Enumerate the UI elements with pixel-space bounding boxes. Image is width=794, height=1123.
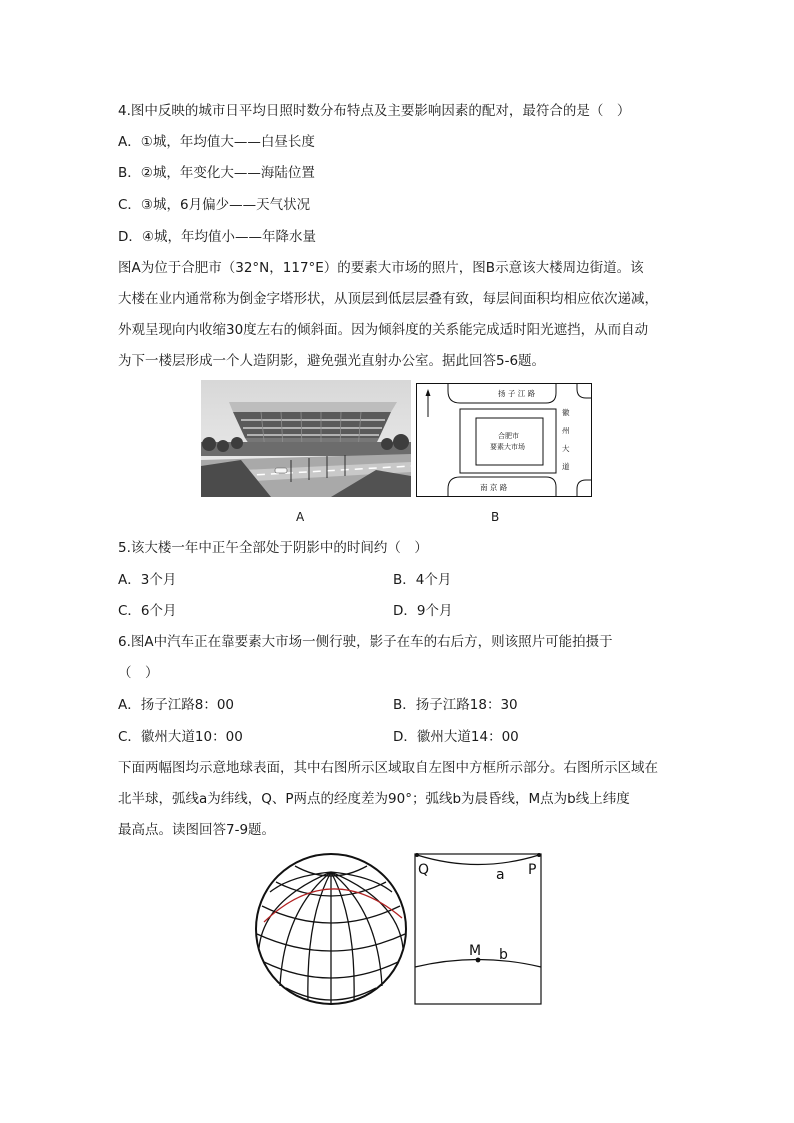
road-label-top: 扬 子 江 路 (498, 389, 536, 398)
intro56-line-4: 为下一楼层形成一个人造阴影，避免强光直射办公室。据此回答5-6题。 (118, 353, 546, 369)
road-label-right-4: 道 (562, 462, 570, 471)
road-label-right-2: 州 (562, 426, 570, 435)
q4-option-b: B．②城，年变化大——海陆位置 (118, 165, 315, 181)
intro79-line-1: 下面两幅图均示意地球表面，其中右图所示区域取自左图中方框所示部分。右图所示区域在 (118, 760, 658, 776)
building-label-2: 要素大市场 (490, 443, 525, 451)
road-label-bottom: 南 京 路 (480, 483, 508, 492)
q6-option-b: B．扬子江路18：30 (393, 697, 518, 713)
point-q-label: Q (418, 862, 430, 878)
q6-option-d: D．徽州大道14：00 (393, 729, 519, 745)
q4-option-a: A．①城，年均值大——白昼长度 (118, 134, 315, 150)
intro56-line-1: 图A为位于合肥市（32°N，117°E）的要素大市场的照片，图B示意该大楼周边街道。该 (118, 260, 644, 276)
point-m-label: M (469, 943, 482, 959)
q5-option-c: C．6个月 (118, 603, 177, 619)
latitude-arc-a (417, 855, 539, 865)
road-label-right-3: 大 (562, 444, 570, 453)
intro79-line-2: 北半球，弧线a为纬线，Q、P两点的经度差为90°；弧线b为晨昏线，M点为b线上纬度 (118, 791, 630, 807)
q4-option-c: C．③城，6月偏少——天气状况 (118, 197, 311, 213)
q4-stem: 4.图中反映的城市日平均日照时数分布特点及主要影响因素的配对，最符合的是（ ） (118, 103, 631, 119)
intro79-line-3: 最高点。读图回答7-9题。 (118, 822, 276, 838)
photo-building-a (201, 380, 411, 497)
fig-a-caption: A (296, 510, 305, 524)
street-map-b (416, 383, 592, 497)
q5-option-a: A．3个月 (118, 572, 177, 588)
q6-option-a: A．扬子江路8：00 (118, 697, 235, 713)
globe-figure (250, 848, 412, 1010)
arc-a-label: a (496, 867, 505, 883)
intro56-line-3: 外观呈现向内收缩30度左右的倾斜面。因为倾斜度的关系能完成适时阳光遮挡，从而自动 (118, 322, 649, 338)
q6-stem-line-2: （ ） (118, 665, 159, 681)
q6-option-c: C．徽州大道10：00 (118, 729, 243, 745)
q5-stem: 5.该大楼一年中正午全部处于阴影中的时间约（ ） (118, 540, 428, 556)
section-figure (412, 848, 544, 1008)
q5-option-d: D．9个月 (393, 603, 453, 619)
q5-option-b: B．4个月 (393, 572, 452, 588)
fig-b-caption: B (491, 510, 500, 524)
terminator-arc (264, 889, 402, 922)
q6-stem-line-1: 6.图A中汽车正在靠要素大市场一侧行驶，影子在车的右后方，则该照片可能拍摄于 (118, 634, 613, 650)
building-label-1: 合肥市 (498, 432, 519, 440)
intro56-line-2: 大楼在业内通常称为倒金字塔形状，从顶层到低层层叠有致，每层间面积均相应依次递减， (118, 291, 658, 307)
arc-b-label: b (499, 947, 508, 963)
q4-option-d: D．④城，年均值小——年降水量 (118, 229, 316, 245)
point-p-label: P (528, 862, 537, 878)
road-label-right-1: 徽 (562, 408, 570, 417)
